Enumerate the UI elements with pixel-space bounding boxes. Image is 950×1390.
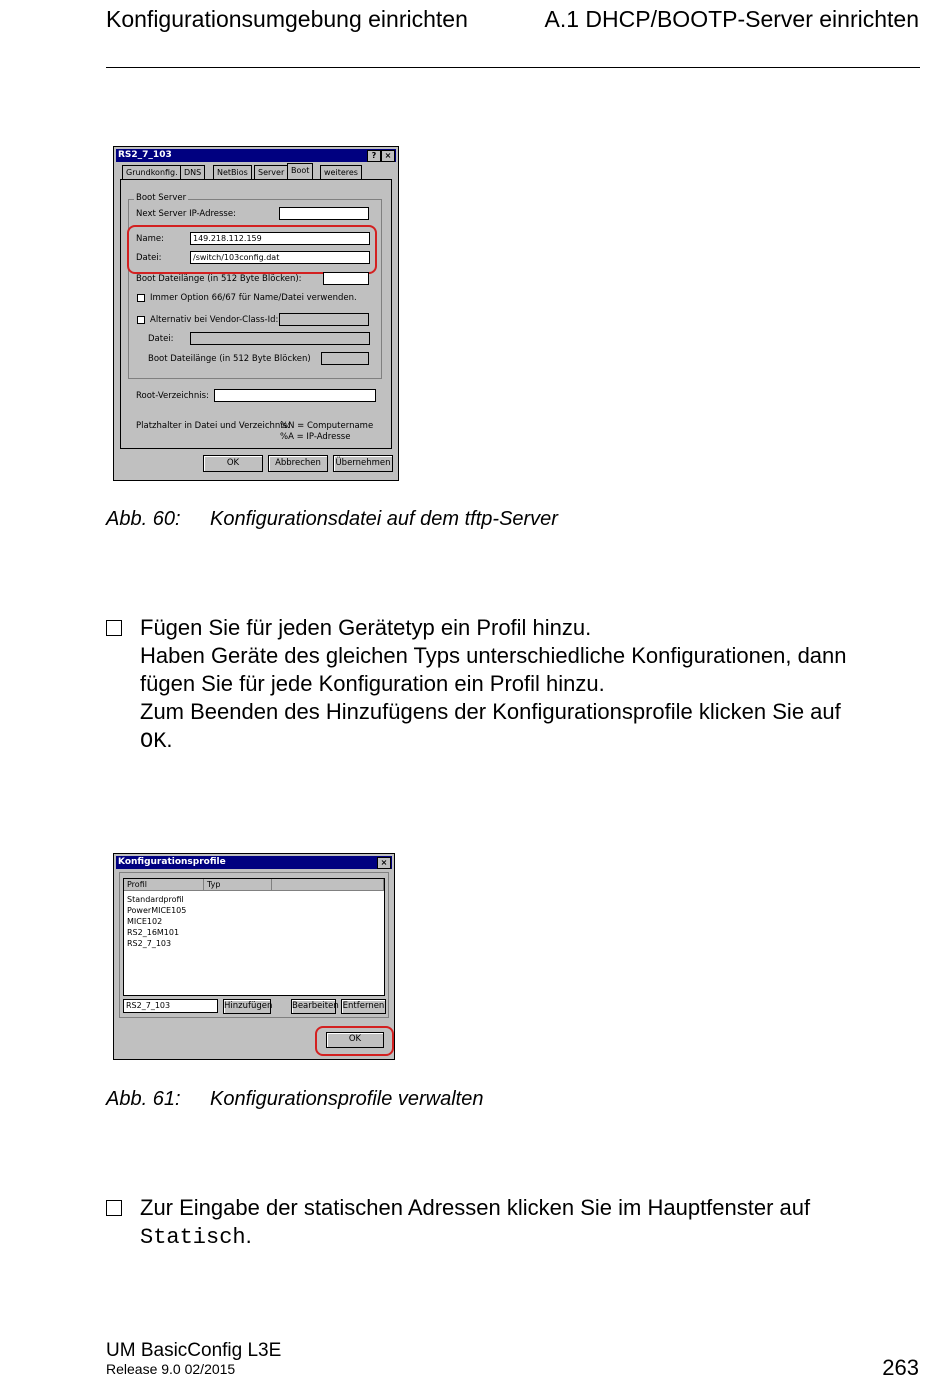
group-title: Boot Server: [136, 193, 187, 203]
instruction-line: Fügen Sie für jeden Gerätetyp ein Profil hinzu.: [140, 615, 592, 640]
column-header-profil[interactable]: Profil: [124, 879, 204, 891]
alt-boot-length-field[interactable]: [321, 352, 369, 365]
dialog-title: Konfigurationsprofile: [118, 857, 226, 867]
list-item[interactable]: Standardprofil: [127, 895, 184, 904]
close-button[interactable]: ×: [381, 150, 395, 162]
apply-button[interactable]: Übernehmen: [333, 455, 393, 472]
ok-button[interactable]: OK: [326, 1032, 384, 1048]
alternative-label: Alternativ bei Vendor-Class-Id:: [150, 315, 279, 325]
name-field[interactable]: 149.218.112.159: [190, 232, 370, 245]
tab-server[interactable]: Server: [254, 165, 288, 179]
next-server-label: Next Server IP-Adresse:: [136, 209, 236, 219]
figure-caption-60: [106, 508, 558, 531]
remove-button[interactable]: Entfernen: [341, 999, 386, 1014]
boot-config-dialog: [113, 146, 399, 481]
instruction-line: [140, 1222, 926, 1252]
profiles-dialog: [113, 853, 395, 1060]
alt-datei-label: Datei:: [148, 334, 174, 344]
caption-text: Konfigurationsprofile verwalten: [210, 1088, 484, 1110]
instruction-line: Zur Eingabe der statischen Adressen klicken Sie im Hauptfenster auf: [140, 1195, 811, 1220]
caption-text: Konfigurationsdatei auf dem tftp-Server: [210, 508, 558, 530]
checkbox-bullet-icon: [106, 620, 122, 636]
footer-release: Release 9.0 02/2015: [106, 1361, 236, 1377]
boot-length-label: Boot Dateilänge (in 512 Byte Blöcken):: [136, 274, 302, 284]
list-item[interactable]: MICE102: [127, 917, 163, 926]
checkbox-bullet-icon: [106, 1200, 122, 1216]
tab-weiteres[interactable]: weiteres: [320, 165, 362, 179]
dialog-titlebar: [116, 856, 392, 869]
alt-boot-length-label: Boot Dateilänge (in 512 Byte Blöcken): [148, 354, 311, 364]
list-item[interactable]: RS2_16M101: [127, 928, 180, 937]
placeholder-a: %A = IP-Adresse: [280, 432, 351, 442]
instruction-line: Zum Beenden des Hinzufügens der Konfigurationsprofile klicken Sie auf: [140, 699, 841, 724]
option-checkbox[interactable]: [137, 294, 145, 302]
dialog-title: RS2_7_103: [118, 150, 172, 160]
root-dir-label: Root-Verzeichnis:: [136, 391, 209, 401]
placeholder-n: %N = Computername: [280, 421, 374, 431]
alternative-checkbox[interactable]: [137, 316, 145, 324]
alt-datei-field[interactable]: [190, 332, 370, 345]
next-server-field[interactable]: [279, 207, 369, 220]
root-dir-field[interactable]: [214, 389, 376, 402]
highlight-name-datei: [127, 225, 377, 274]
instruction-static: [106, 1194, 926, 1252]
vendor-class-field[interactable]: [279, 313, 369, 326]
period: .: [166, 727, 173, 752]
column-header-empty: [272, 879, 384, 891]
datei-field[interactable]: /switch/103config.dat: [190, 251, 370, 264]
code-ok: OK: [140, 729, 167, 754]
ok-button[interactable]: OK: [203, 455, 263, 472]
tab-netbios[interactable]: NetBios: [213, 165, 252, 179]
help-button[interactable]: ?: [367, 150, 381, 162]
add-button[interactable]: Hinzufügen: [223, 999, 271, 1014]
placeholder-label: Platzhalter in Datei und Verzeichnis:: [136, 421, 290, 431]
option-label: Immer Option 66/67 für Name/Datei verwenden.: [150, 293, 357, 303]
caption-number: Abb. 61:: [106, 1088, 181, 1110]
boot-length-field[interactable]: [323, 272, 369, 285]
profile-name-input[interactable]: RS2_7_103: [123, 999, 218, 1013]
tab-boot[interactable]: Boot: [287, 163, 313, 180]
instruction-line: Haben Geräte des gleichen Typs unterschiedliche Konfigurationen, dann: [140, 643, 847, 668]
page-number: 263: [882, 1355, 919, 1380]
instruction-line: [140, 726, 926, 756]
column-header-typ[interactable]: Typ: [204, 879, 272, 891]
figure-caption-61: [106, 1088, 484, 1111]
highlight-ok: [315, 1026, 394, 1056]
code-statisch: Statisch: [140, 1225, 246, 1250]
dialog-titlebar: [116, 149, 396, 162]
caption-number: Abb. 60:: [106, 508, 181, 530]
list-item[interactable]: RS2_7_103: [127, 939, 172, 948]
instruction-line: fügen Sie für jede Konfiguration ein Profil hinzu.: [140, 671, 605, 696]
header-section-title: A.1 DHCP/BOOTP-Server einrichten: [544, 6, 919, 32]
header-chapter-title: Konfigurationsumgebung einrichten: [106, 6, 468, 32]
name-label: Name:: [136, 234, 164, 244]
tab-grundkonfig[interactable]: Grundkonfig.: [122, 165, 182, 179]
header-rule: [106, 67, 920, 68]
period: .: [245, 1223, 252, 1248]
edit-button[interactable]: Bearbeiten: [291, 999, 336, 1014]
cancel-button[interactable]: Abbrechen: [268, 455, 328, 472]
list-item[interactable]: PowerMICE105: [127, 906, 187, 915]
close-button[interactable]: ×: [377, 857, 391, 869]
datei-label: Datei:: [136, 253, 162, 263]
tab-dns[interactable]: DNS: [180, 165, 205, 179]
profiles-list[interactable]: [123, 878, 385, 996]
footer-title: UM BasicConfig L3E: [106, 1340, 282, 1361]
instruction-add-profile: [106, 614, 926, 756]
